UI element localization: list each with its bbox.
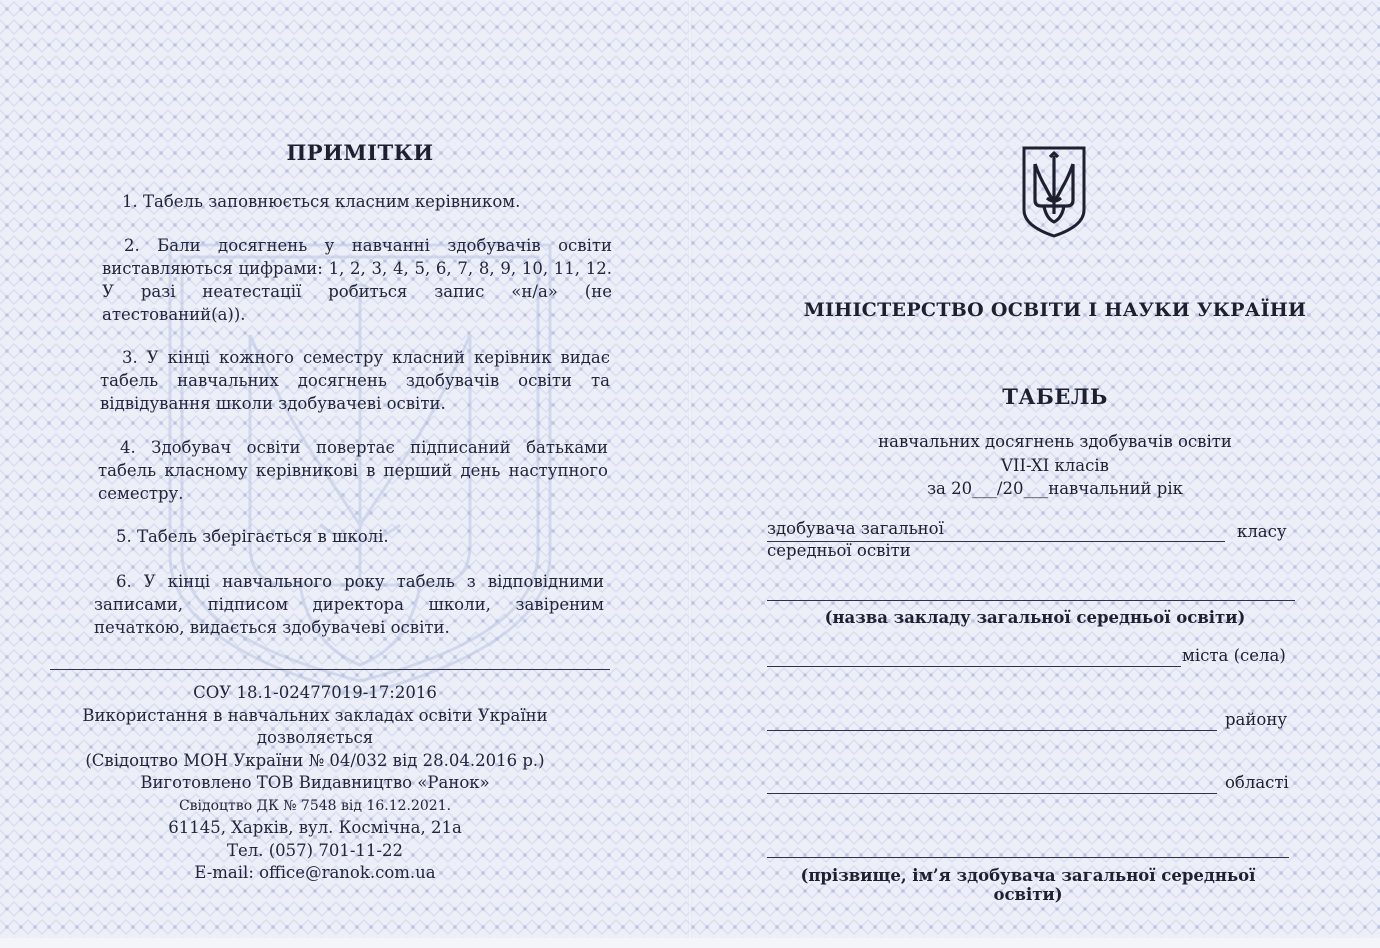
city-field[interactable]	[767, 666, 1181, 667]
notes-heading: ПРИМІТКИ	[286, 140, 434, 165]
student-name-caption: (прізвище, ім’я здобувача загальної середньої освіти)	[800, 866, 1256, 904]
dk-certificate: Свідоцтво ДК № 7548 від 16.12.2021.	[178, 797, 452, 814]
note-2: 2. Бали досягнень у навчанні здобувачів освіти виставляються цифрами: 1, 2, 3, 4, 5, 6, 7, 8, 9, 10, 11, 12. У разі неатестації робиться запис «н/а» (не атестований(а)).	[102, 236, 612, 324]
student-label-line-1: здобувача загальної	[767, 519, 944, 538]
trident-coat-of-arms-icon	[1020, 144, 1088, 238]
document-subtitle	[800, 430, 1310, 501]
document-title: ТАБЕЛЬ	[1002, 384, 1108, 409]
usage-line-1: Використання в навчальних закладах освіти України	[82, 705, 548, 725]
subtitle-line-2: VII-XI класів	[1001, 455, 1109, 475]
ministry-title: МІНІСТЕРСТВО ОСВІТИ І НАУКИ УКРАЇНИ	[803, 299, 1307, 321]
paper-edge	[0, 938, 1380, 948]
school-name-caption: (назва закладу загальної середньої освіти)	[824, 608, 1246, 627]
usage-line-2: дозволяється	[256, 728, 374, 747]
note-3: 3. У кінці кожного семестру класний керівник видає табель навчальних досягнень здобувачів освіти та відвідування школи здобувачеві освіти.	[100, 348, 610, 413]
standard-code: СОУ 18.1-02477019-17:2016	[193, 683, 437, 702]
class-label: класу	[1237, 522, 1287, 541]
page-fold	[688, 0, 692, 948]
note-1: 1. Табель заповнюється класним керівником.	[122, 192, 521, 211]
publisher: Виготовлено ТОВ Видавництво «Ранок»	[140, 773, 490, 792]
imprint-divider	[50, 669, 610, 670]
imprint-block	[60, 682, 570, 885]
district-field[interactable]	[767, 730, 1217, 731]
subtitle-line-1: навчальних досягнень здобувачів освіти	[878, 432, 1232, 451]
school-name-field[interactable]	[767, 600, 1295, 601]
student-name-field[interactable]	[767, 857, 1289, 858]
city-label: міста (села)	[1182, 646, 1286, 665]
student-label	[767, 518, 944, 562]
class-field-line[interactable]	[767, 541, 1225, 542]
subtitle-line-3: за 20___/20___навчальний рік	[927, 479, 1183, 498]
region-field[interactable]	[767, 793, 1217, 794]
note-4: 4. Здобувач освіти повертає підписаний батьками табель класному керівникові в перший день наступного семестру.	[98, 438, 608, 503]
publisher-phone: Тел. (057) 701-11-22	[227, 840, 403, 860]
note-6: 6. У кінці навчального року табель з відповідними записами, підписом директора школи, завіреним печаткою, видається здобувачеві освіти.	[94, 572, 604, 637]
mon-certificate: (Свідоцтво МОН України № 04/032 від 28.04.2016 р.)	[85, 750, 545, 770]
note-5: 5. Табель зберігається в школі.	[116, 527, 389, 546]
district-label: району	[1225, 710, 1288, 729]
publisher-address: 61145, Харків, вул. Космічна, 21а	[168, 818, 462, 837]
student-label-line-2: середньої освіти	[767, 541, 911, 560]
region-label: області	[1225, 773, 1289, 792]
publisher-email: E-mail: office@ranok.com.ua	[194, 863, 436, 882]
